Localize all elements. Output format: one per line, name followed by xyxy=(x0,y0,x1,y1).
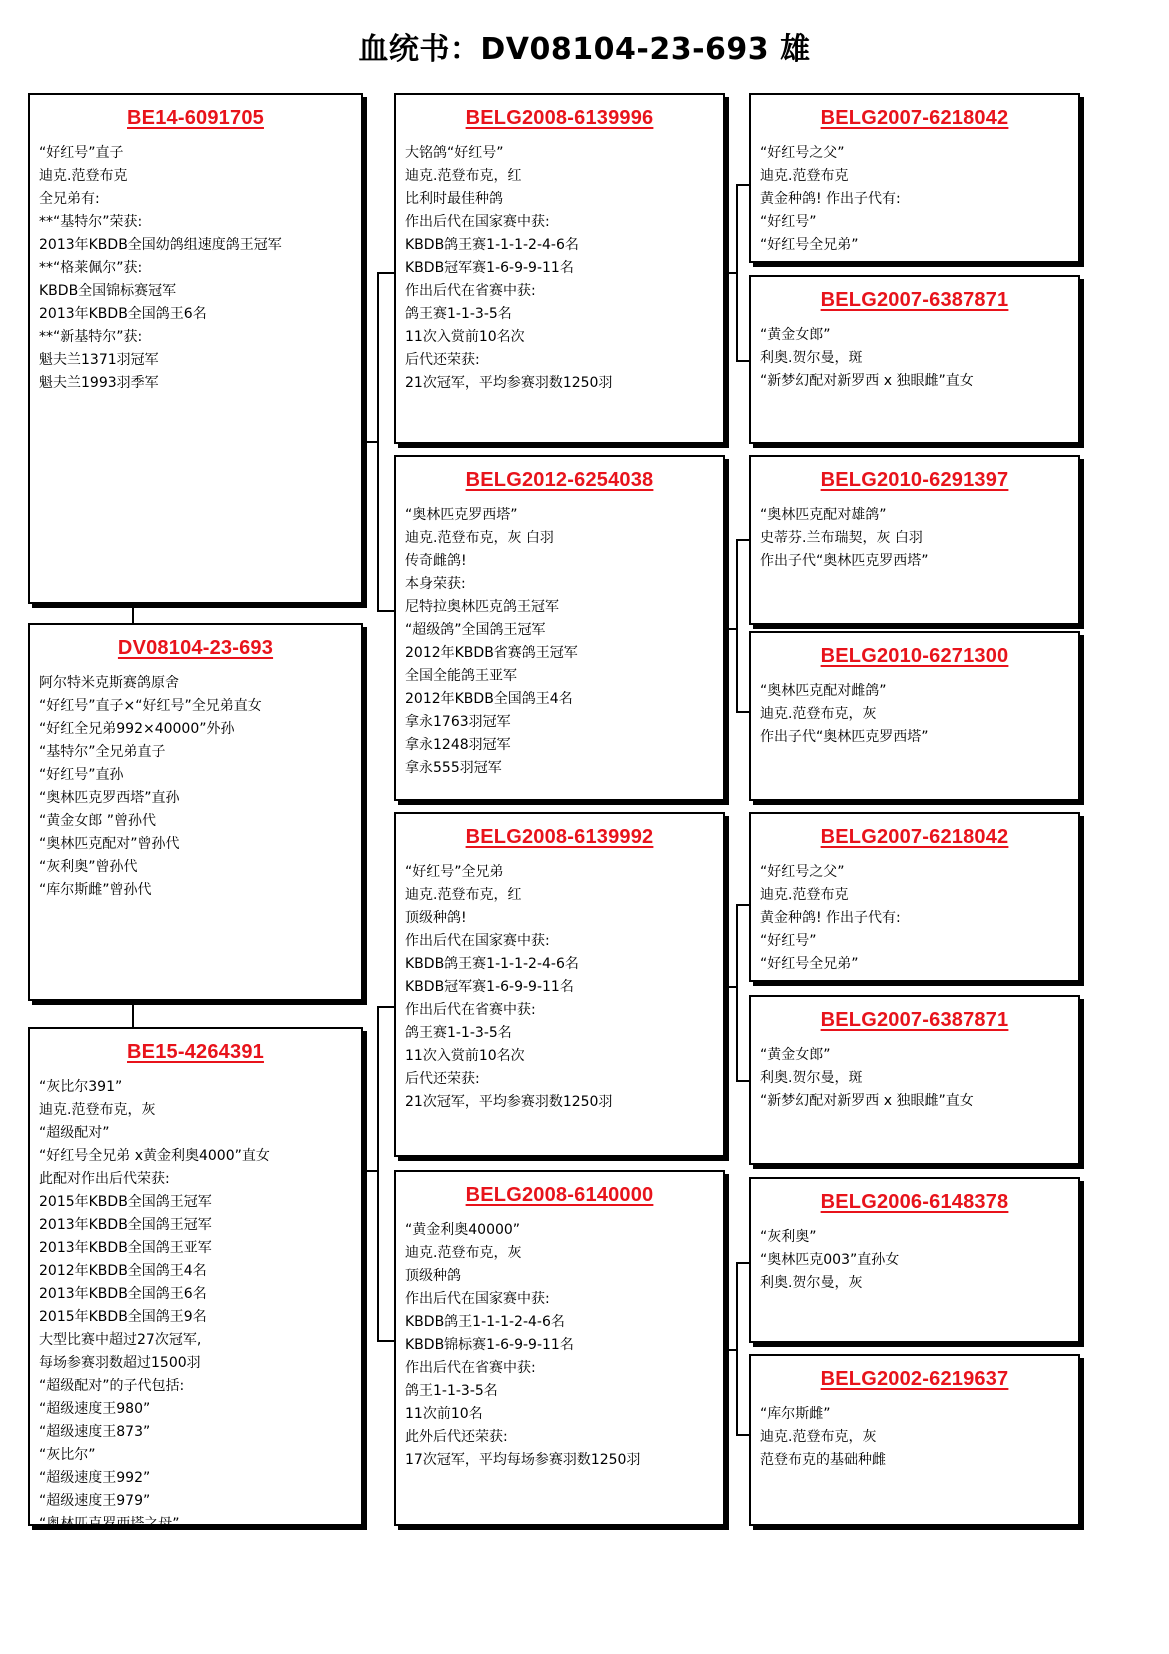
description-line: 迪克.范登布克，灰 xyxy=(39,1102,156,1118)
description-line: “黄金利奥40000” xyxy=(405,1222,521,1238)
description-line: 11次入赏前10名次 xyxy=(405,1048,525,1064)
description-line: 17次冠军，平均每场参赛羽数1250羽 xyxy=(405,1452,641,1468)
pedigree-box-dam xyxy=(28,1027,363,1532)
description-line: “超级速度王979” xyxy=(39,1493,151,1509)
pedigree-box-dsd xyxy=(749,995,1080,1165)
description-line: “超级配对” xyxy=(39,1125,110,1141)
description-line: “超级速度王992” xyxy=(39,1470,151,1486)
description-lines xyxy=(760,861,1078,976)
ring-number: BELG2010-6271300 xyxy=(820,645,1009,667)
description-line: 每场参赛羽数超过1500羽 xyxy=(39,1355,201,1371)
connector-line xyxy=(736,539,738,713)
description-lines xyxy=(760,504,1078,573)
description-line: 迪克.范登布克 xyxy=(39,168,128,184)
description-line: “奥林匹克003”直孙女 xyxy=(760,1252,900,1268)
description-line: 魁夫兰1371羽冠军 xyxy=(39,352,159,368)
page-title: 血统书：DV08104-23-693 雄 xyxy=(358,32,811,67)
description-lines xyxy=(39,142,361,395)
description-lines xyxy=(405,861,723,1114)
connector-line xyxy=(736,904,738,1082)
description-lines xyxy=(760,1226,1078,1295)
ring-number: BELG2008-6139996 xyxy=(465,107,654,129)
description-line: 此配对作出后代荣获: xyxy=(39,1171,170,1187)
description-line: 2012年KBDB全国鸽王4名 xyxy=(405,691,573,707)
description-line: 21次冠军，平均参赛羽数1250羽 xyxy=(405,375,613,391)
pedigree-box-sss xyxy=(749,93,1080,263)
connector-line xyxy=(736,711,749,713)
description-line: KBDB鸽王赛1-1-1-2-4-6名 xyxy=(405,956,579,972)
description-line: KBDB鸽王赛1-1-1-2-4-6名 xyxy=(405,237,579,253)
pedigree-box-sdd xyxy=(749,631,1080,801)
ring-number: BELG2007-6387871 xyxy=(820,1009,1009,1031)
description-line: “好红号”直孙 xyxy=(39,767,124,783)
description-line: “奥林匹克配对”曾孙代 xyxy=(39,836,180,852)
description-line: 大型比赛中超过27次冠军, xyxy=(39,1332,202,1348)
description-line: “超级速度王873” xyxy=(39,1424,151,1440)
description-line: 作出后代在省赛中获: xyxy=(405,1002,536,1018)
pedigree-box-sire-sire xyxy=(394,93,725,444)
pedigree-box-dam-sire xyxy=(394,812,725,1157)
connector-line xyxy=(736,1262,749,1264)
description-line: “灰利奥”曾孙代 xyxy=(39,859,138,875)
description-line: KBDB鸽王1-1-1-2-4-6名 xyxy=(405,1314,565,1330)
description-line: 比利时最佳种鸽 xyxy=(405,191,503,207)
description-line: 顶级种鸽 xyxy=(405,1268,461,1284)
description-line: “黄金女郎” xyxy=(760,327,831,343)
description-line: 迪克.范登布克，红 xyxy=(405,168,522,184)
ring-number: DV08104-23-693 xyxy=(117,637,274,659)
description-line: “黄金女郎 ”曾孙代 xyxy=(39,813,156,829)
description-line: “奥林匹克配对雄鸽” xyxy=(760,507,887,523)
ring-number: BELG2002-6219637 xyxy=(820,1368,1009,1390)
description-line: 鸽王赛1-1-3-5名 xyxy=(405,306,512,322)
description-line: “好红号之父” xyxy=(760,864,845,880)
connector-line xyxy=(736,1434,749,1436)
description-line: 迪克.范登布克 xyxy=(760,887,849,903)
description-lines xyxy=(760,324,1078,393)
description-line: 2013年KBDB全国鸽王冠军 xyxy=(39,1217,212,1233)
description-line: 拿永555羽冠军 xyxy=(405,760,502,776)
description-line: 利奥.贺尔曼，斑 xyxy=(760,350,863,366)
description-lines xyxy=(405,1219,723,1472)
description-line: 作出后代在省赛中获: xyxy=(405,283,536,299)
description-line: 作出后代在国家赛中获: xyxy=(405,214,550,230)
description-lines xyxy=(405,504,723,780)
description-line: 后代还荣获: xyxy=(405,1071,480,1087)
description-line: 2013年KBDB全国幼鸽组速度鸽王冠军 xyxy=(39,237,282,253)
pedigree-box-sds xyxy=(749,455,1080,625)
ring-number: BE15-4264391 xyxy=(127,1041,264,1063)
description-line: 拿永1248羽冠军 xyxy=(405,737,511,753)
description-line: 鸽王赛1-1-3-5名 xyxy=(405,1025,512,1041)
connector-line xyxy=(132,1001,134,1027)
description-lines xyxy=(39,1076,361,1536)
description-line: 魁夫兰1993羽季军 xyxy=(39,375,159,391)
pedigree-box-subject xyxy=(28,623,363,1001)
description-line: 2013年KBDB全国鸽王6名 xyxy=(39,306,207,322)
description-lines xyxy=(405,142,723,395)
description-line: “超级速度王980” xyxy=(39,1401,151,1417)
description-line: 利奥.贺尔曼，斑 xyxy=(760,1070,863,1086)
pedigree-box-ssd xyxy=(749,275,1080,444)
connector-line xyxy=(377,610,394,612)
description-line: “奥林匹克配对雌鸽” xyxy=(760,683,887,699)
description-line: “库尔斯雌”曾孙代 xyxy=(39,882,152,898)
description-line: “好红号”直子×“好红号”全兄弟直女 xyxy=(39,698,262,714)
connector-line xyxy=(736,360,749,362)
pedigree-box-sire xyxy=(28,93,363,604)
description-line: 作出后代在国家赛中获: xyxy=(405,933,550,949)
description-line: 作出后代在国家赛中获: xyxy=(405,1291,550,1307)
description-line: “好红号全兄弟” xyxy=(760,237,859,253)
connector-line xyxy=(377,272,379,612)
pedigree-box-dss xyxy=(749,812,1080,982)
description-line: 阿尔特米克斯赛鸽原舍 xyxy=(39,675,179,691)
description-line: “好红号” xyxy=(760,933,817,949)
description-line: 2013年KBDB全国鸽王6名 xyxy=(39,1286,207,1302)
description-line: 后代还荣获: xyxy=(405,352,480,368)
description-line: 迪克.范登布克，灰 xyxy=(760,1429,877,1445)
ring-number: BELG2008-6140000 xyxy=(465,1184,654,1206)
description-lines xyxy=(760,680,1078,749)
description-lines xyxy=(760,142,1078,257)
description-line: 11次前10名 xyxy=(405,1406,483,1422)
description-line: 11次入赏前10名次 xyxy=(405,329,525,345)
description-line: “灰比尔” xyxy=(39,1447,96,1463)
description-line: KBDB全国锦标赛冠军 xyxy=(39,283,177,299)
description-line: “奥林匹克罗西塔之母” xyxy=(39,1516,180,1532)
ring-number: BELG2012-6254038 xyxy=(465,469,654,491)
description-line: 全兄弟有: xyxy=(39,191,100,207)
description-line: 全国全能鸽王亚军 xyxy=(405,668,517,684)
ring-number: BE14-6091705 xyxy=(127,107,264,129)
connector-line xyxy=(736,1080,749,1082)
description-line: 黄金种鸽! 作出子代有: xyxy=(760,191,901,207)
description-line: “灰比尔391” xyxy=(39,1079,123,1095)
pedigree-box-dam-dam xyxy=(394,1170,725,1526)
description-line: **“新基特尔”获: xyxy=(39,329,143,345)
description-lines xyxy=(39,672,361,902)
description-line: “灰利奥” xyxy=(760,1229,817,1245)
ring-number: BELG2010-6291397 xyxy=(820,469,1009,491)
description-line: KBDB冠军赛1-6-9-9-11名 xyxy=(405,260,574,276)
description-line: 此外后代还荣获: xyxy=(405,1429,508,1445)
description-line: 迪克.范登布克，灰 白羽 xyxy=(405,530,554,546)
description-line: “好红全兄弟992×40000”外孙 xyxy=(39,721,235,737)
description-line: 黄金种鸽! 作出子代有: xyxy=(760,910,901,926)
description-line: “库尔斯雌” xyxy=(760,1406,831,1422)
connector-line xyxy=(736,184,738,362)
description-line: 迪克.范登布克，灰 xyxy=(405,1245,522,1261)
ring-number: BELG2007-6218042 xyxy=(820,107,1009,129)
description-line: 鸽王1-1-3-5名 xyxy=(405,1383,498,1399)
description-line: 2015年KBDB全国鸽王9名 xyxy=(39,1309,207,1325)
pedigree-box-dds xyxy=(749,1177,1080,1343)
description-lines xyxy=(760,1403,1078,1472)
description-line: “好红号”直子 xyxy=(39,145,124,161)
description-line: “超级鸽”全国鸽王冠军 xyxy=(405,622,546,638)
connector-line xyxy=(377,272,394,274)
connector-line xyxy=(377,1006,379,1342)
description-line: “奥林匹克罗西塔”直孙 xyxy=(39,790,180,806)
description-line: KBDB锦标赛1-6-9-9-11名 xyxy=(405,1337,574,1353)
description-line: 传奇雌鸽! xyxy=(405,553,467,569)
description-lines xyxy=(760,1044,1078,1113)
description-line: **“基特尔”荣获: xyxy=(39,214,143,230)
description-line: KBDB冠军赛1-6-9-9-11名 xyxy=(405,979,574,995)
description-line: 尼特拉奥林匹克鸽王冠军 xyxy=(405,599,559,615)
description-line: 2012年KBDB全国鸽王4名 xyxy=(39,1263,207,1279)
description-line: 迪克.范登布克，红 xyxy=(405,887,522,903)
connector-line xyxy=(377,1340,394,1342)
description-line: 作出子代“奥林匹克罗西塔” xyxy=(760,729,929,745)
connector-line xyxy=(736,904,749,906)
description-line: **“格莱佩尔”获: xyxy=(39,260,143,276)
description-line: 迪克.范登布克，灰 xyxy=(760,706,877,722)
description-line: 顶级种鸽! xyxy=(405,910,467,926)
description-line: 迪克.范登布克 xyxy=(760,168,849,184)
description-line: “好红号”全兄弟 xyxy=(405,864,504,880)
description-line: “超级配对”的子代包括: xyxy=(39,1378,185,1394)
description-line: 2012年KBDB省赛鸽王冠军 xyxy=(405,645,578,661)
description-line: “好红号全兄弟” xyxy=(760,956,859,972)
description-line: “奥林匹克罗西塔” xyxy=(405,507,518,523)
description-line: “新梦幻配对新罗西 x 独眼雌”直女 xyxy=(760,1093,974,1109)
description-line: 利奥.贺尔曼，灰 xyxy=(760,1275,863,1291)
description-line: “新梦幻配对新罗西 x 独眼雌”直女 xyxy=(760,373,974,389)
connector-line xyxy=(736,184,749,186)
description-line: “好红号” xyxy=(760,214,817,230)
description-line: 21次冠军，平均参赛羽数1250羽 xyxy=(405,1094,613,1110)
description-line: 范登布克的基础种雌 xyxy=(760,1452,886,1468)
connector-line xyxy=(736,1262,738,1436)
description-line: 史蒂芬.兰布瑞契，灰 白羽 xyxy=(760,530,923,546)
description-line: 拿永1763羽冠军 xyxy=(405,714,511,730)
connector-line xyxy=(132,604,134,623)
ring-number: BELG2006-6148378 xyxy=(820,1191,1009,1213)
description-line: “基特尔”全兄弟直子 xyxy=(39,744,166,760)
description-line: 2013年KBDB全国鸽王亚军 xyxy=(39,1240,212,1256)
connector-line xyxy=(377,1006,394,1008)
description-line: 2015年KBDB全国鸽王冠军 xyxy=(39,1194,212,1210)
ring-number: BELG2008-6139992 xyxy=(465,826,654,848)
pedigree-box-ddd xyxy=(749,1354,1080,1526)
description-line: 大铭鸽“好红号” xyxy=(405,145,504,161)
description-line: “黄金女郎” xyxy=(760,1047,831,1063)
description-line: 作出后代在省赛中获: xyxy=(405,1360,536,1376)
pedigree-box-sire-dam xyxy=(394,455,725,801)
description-line: “好红号全兄弟 x黄金利奥4000”直女 xyxy=(39,1148,270,1164)
description-line: 作出子代“奥林匹克罗西塔” xyxy=(760,553,929,569)
connector-line xyxy=(736,539,749,541)
description-line: “好红号之父” xyxy=(760,145,845,161)
description-line: 本身荣获: xyxy=(405,576,466,592)
ring-number: BELG2007-6218042 xyxy=(820,826,1009,848)
ring-number: BELG2007-6387871 xyxy=(820,289,1009,311)
